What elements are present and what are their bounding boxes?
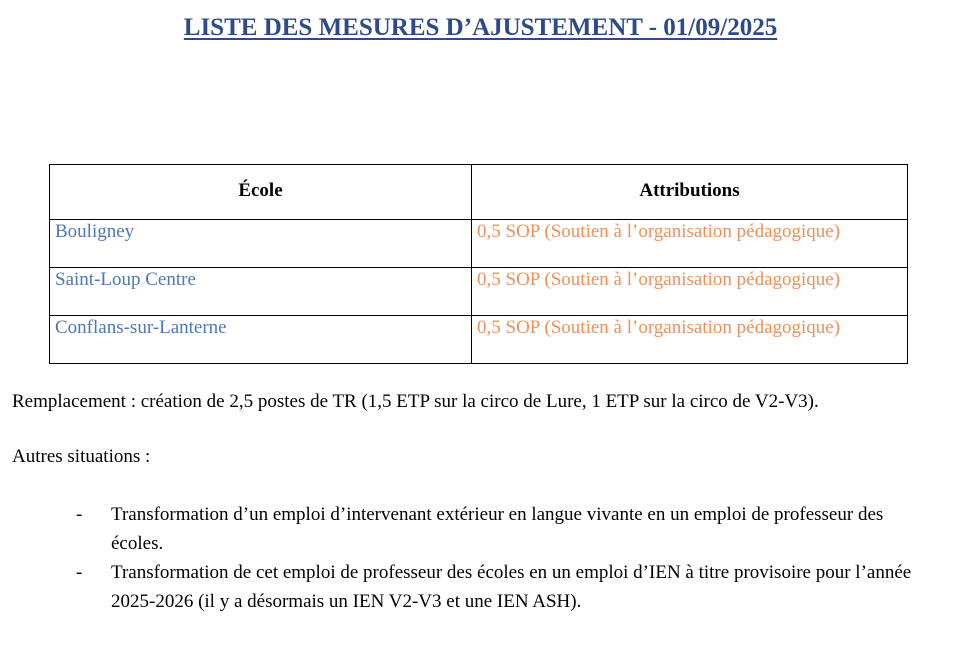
replacement-paragraph: Remplacement : création de 2,5 postes de TR (1,5 ETP sur la circo de Lure, 1 ETP sur la circo de V2-V3). [12, 391, 819, 412]
table-row [50, 268, 908, 316]
list-item [0, 558, 921, 616]
school-cell: Saint-Loup Centre [50, 268, 472, 316]
attribution-cell: 0,5 SOP (Soutien à l’organisation pédagogique) [472, 268, 908, 316]
attribution-cell: 0,5 SOP (Soutien à l’organisation pédagogique) [472, 220, 908, 268]
adjustment-table [49, 164, 908, 364]
other-situations-list [0, 500, 921, 616]
table-row [50, 220, 908, 268]
table-header-row [50, 165, 908, 220]
column-header-attributions: Attributions [472, 165, 908, 220]
column-header-school: École [50, 165, 472, 220]
table-row [50, 316, 908, 364]
list-item [0, 500, 921, 558]
dash-bullet: - [76, 562, 83, 583]
document-title: LISTE DES MESURES D’AJUSTEMENT - 01/09/2025 [183, 14, 778, 41]
attribution-cell: 0,5 SOP (Soutien à l’organisation pédagogique) [472, 316, 908, 364]
dash-bullet: - [76, 504, 83, 525]
list-item-text: Transformation de cet emploi de professeur des écoles en un emploi d’IEN à titre provisoire pour l’année 2025-2026 (il y a désormais un IEN V2-V3 et une IEN ASH). [111, 562, 912, 612]
school-cell: Bouligney [50, 220, 472, 268]
list-item-text: Transformation d’un emploi d’intervenant extérieur en langue vivante en un emploi de professeur des écoles. [111, 504, 884, 554]
school-cell: Conflans-sur-Lanterne [50, 316, 472, 364]
other-situations-heading: Autres situations : [12, 446, 151, 467]
